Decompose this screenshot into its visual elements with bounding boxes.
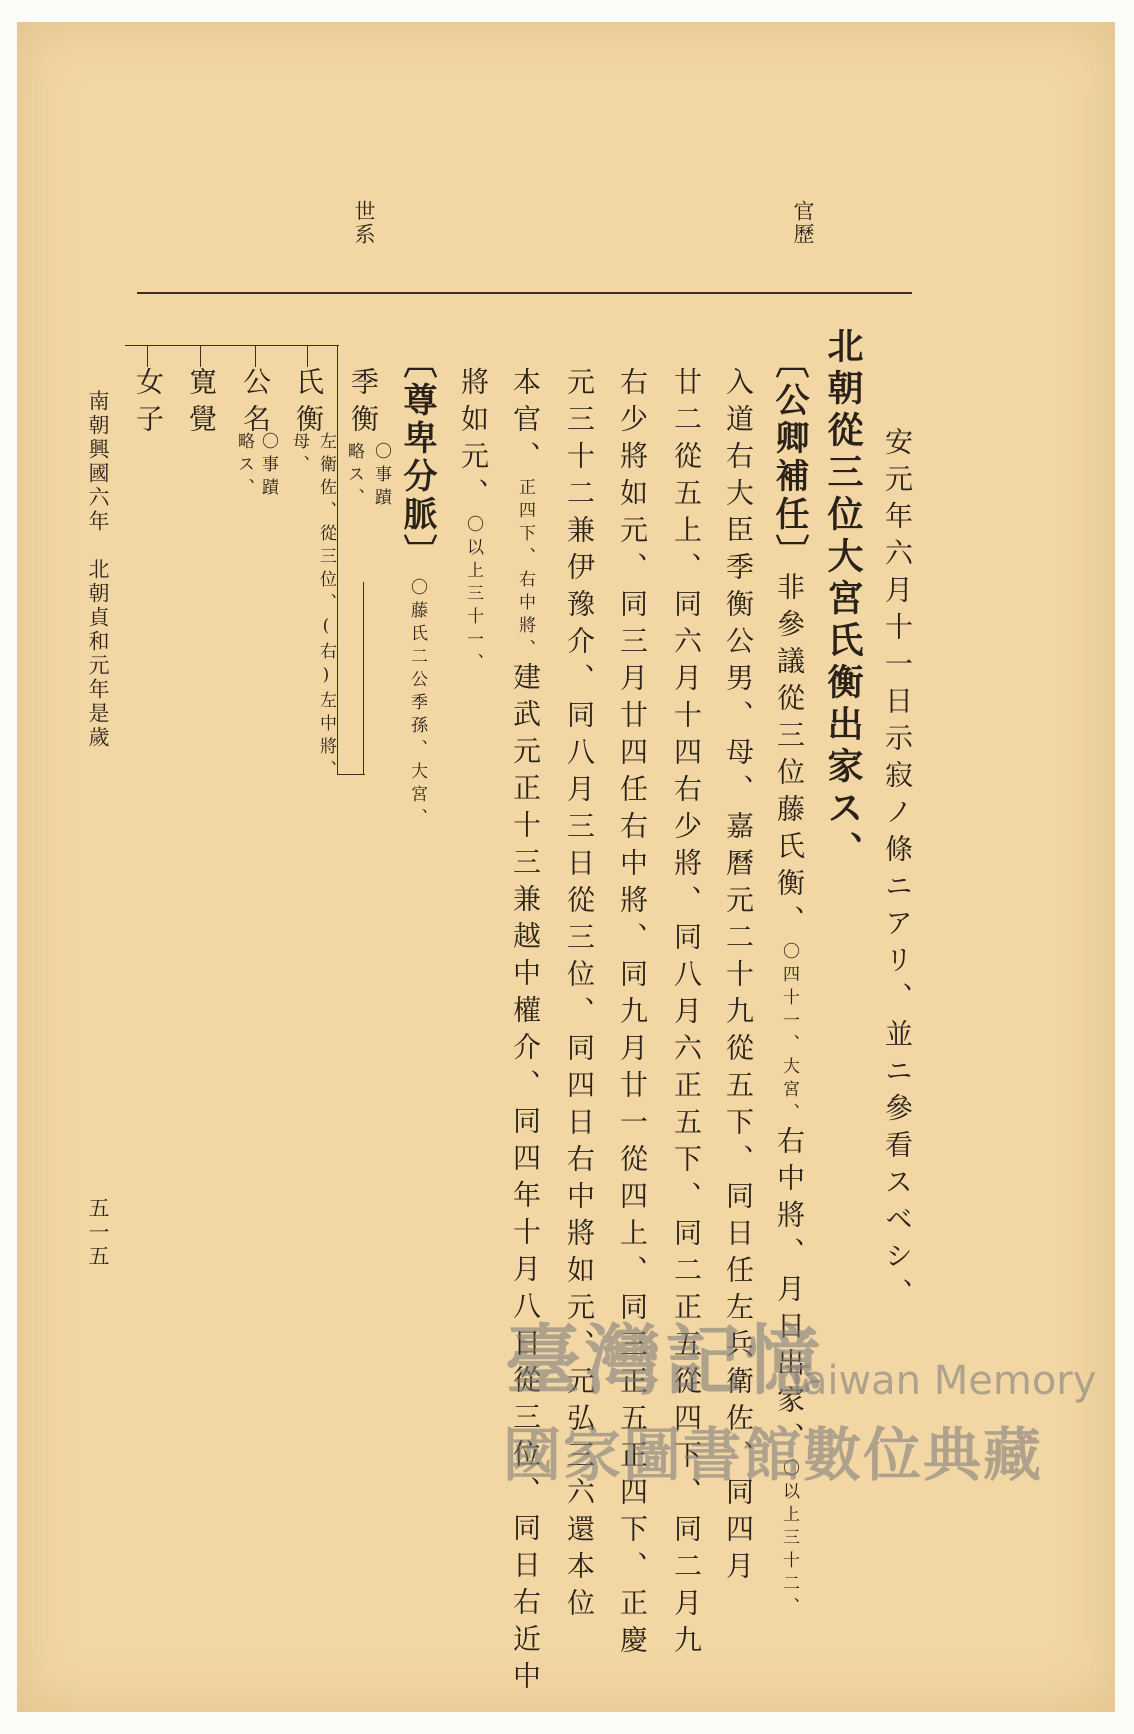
genealogy-line-vertical xyxy=(363,582,364,775)
genealogy-note-ujihira-a-paren: (右) xyxy=(316,616,336,691)
column-9-text: 將如元、 xyxy=(457,367,490,515)
column-8-text-a: 本官、 xyxy=(509,367,542,478)
genealogy-line-tick-1 xyxy=(307,345,308,367)
column-10-note: 〇藤氏二公季孫、大宮、 xyxy=(407,578,427,831)
header-rule xyxy=(137,292,912,294)
genealogy-note-ujihira-a-text: 左衛佐、從三位、 xyxy=(316,432,336,616)
genealogy-note-kinna-b: 略ス、 xyxy=(234,432,254,501)
source-citation-sonpi-bunmyaku: 〔尊卑分脈〕 xyxy=(397,344,437,572)
page-number: 五一五 xyxy=(86,1197,110,1269)
genealogy-note-suehira-a: 〇事蹟 xyxy=(371,442,391,511)
column-8-note: 正四下、右中將、 xyxy=(515,478,535,662)
genealogy-note-ujihira-b: 母、 xyxy=(289,432,309,478)
text-column-1: 安元年六月十一日示寂ノ條ニアリ、並ニ參看スベシ、 xyxy=(881,427,914,1315)
column-3-text-2: 右中將、月日出家、 xyxy=(773,1126,806,1459)
column-8-text-b: 建武元正十三兼越中權介、同四年十月八日從三位、同日右近中 xyxy=(509,662,542,1698)
genealogy-line-tick-2 xyxy=(255,345,256,367)
genealogy-line-tick-3 xyxy=(200,345,201,367)
watermark-institution: 國家圖書館數位典藏 xyxy=(503,1421,1044,1489)
genealogy-name-daughter: 女子 xyxy=(132,367,165,441)
genealogy-note-ujihira-a xyxy=(317,432,334,783)
watermark-english: Taiwan Memory xyxy=(785,1358,1097,1404)
entry-heading: 北朝從三位大宮氏衡出家ス、 xyxy=(822,327,864,873)
genealogy-name-ujihira: 氏衡 xyxy=(292,367,325,441)
source-citation-kugyo-bunin: 〔公卿補任〕 xyxy=(769,344,809,572)
column-3-text: 非參議從三位藤氏衡、 xyxy=(773,572,806,942)
genealogy-line-branch xyxy=(337,774,365,775)
genealogy-note-suehira-b: 略ス、 xyxy=(344,442,364,511)
header-label-career: 官歷 xyxy=(791,200,815,246)
text-column-6: 右少將如元、同三月廿四任右中將、同九月廿一從四上、同三正五正四下、正慶 xyxy=(616,367,649,1662)
genealogy-name-kinna: 公名 xyxy=(239,367,272,441)
genealogy-line-tick-4 xyxy=(147,345,148,367)
genealogy-note-ujihira-a-text-2: 左中將、 xyxy=(316,691,336,783)
column-3-note: 〇四十一、大宮、 xyxy=(779,942,799,1126)
text-column-4: 入道右大臣季衡公男、母、嘉曆元二十九從五下、同日任左兵衛佐、同四月 xyxy=(722,367,755,1588)
genealogy-line-descent xyxy=(337,345,338,775)
text-column-5: 廿二從五上、同六月十四右少將、同八月六正五下、同二正五從四下、同二月九 xyxy=(670,367,703,1662)
footer-era: 南朝興國六年 北朝貞和元年是歲 xyxy=(86,390,110,750)
watermark-logo: 臺灣記憶 xyxy=(505,1316,825,1405)
genealogy-note-kinna-a: 〇事蹟 xyxy=(258,432,278,501)
header-label-genealogy: 世系 xyxy=(352,200,376,246)
column-9-note: 〇以上三十一、 xyxy=(463,515,483,676)
text-column-10 xyxy=(397,344,437,831)
genealogy-name-suehira: 季衡 xyxy=(347,367,380,441)
column-3-note-2: 〇以上三十二、 xyxy=(779,1459,799,1620)
text-column-9 xyxy=(457,367,490,676)
text-column-7: 元三十二兼伊豫介、同八月三日從三位、同四日右中將如元、元弘三六還本位 xyxy=(563,367,596,1625)
genealogy-name-kankaku: 寛覺 xyxy=(185,367,218,441)
text-column-8 xyxy=(509,367,542,1698)
